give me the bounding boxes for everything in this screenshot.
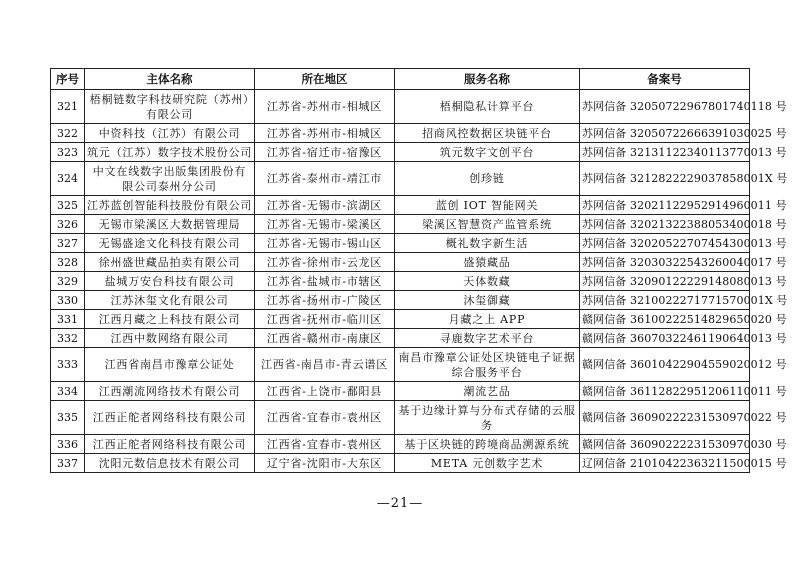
cell-service: 潮流艺品 xyxy=(395,382,580,401)
cell-region: 江苏省-无锡市-梁溪区 xyxy=(255,215,395,234)
cell-subject: 无锡市梁溪区大数据管理局 xyxy=(85,215,255,234)
table-row xyxy=(51,196,750,215)
cell-seq: 323 xyxy=(51,143,85,162)
table-row xyxy=(51,382,750,401)
cell-region: 江苏省-宿迁市-宿豫区 xyxy=(255,143,395,162)
table-row xyxy=(51,329,750,348)
cell-region: 江苏省-泰州市-靖江市 xyxy=(255,162,395,196)
cell-region: 辽宁省-沈阳市-大东区 xyxy=(255,454,395,473)
cell-record: 苏网信备 32021322388053400018 号 xyxy=(580,215,750,234)
table-row xyxy=(51,162,750,196)
cell-subject: 江西潮流网络技术有限公司 xyxy=(85,382,255,401)
cell-service: 概礼数字新生活 xyxy=(395,234,580,253)
table-row xyxy=(51,253,750,272)
registry-table xyxy=(50,68,788,473)
cell-region: 江西省-南昌市-青云谱区 xyxy=(255,348,395,382)
cell-record: 苏网信备 32050722666391030025 号 xyxy=(580,124,750,143)
cell-region: 江西省-上饶市-鄱阳县 xyxy=(255,382,395,401)
cell-region: 江苏省-无锡市-锡山区 xyxy=(255,234,395,253)
cell-seq: 333 xyxy=(51,348,85,382)
cell-service: 沐玺御藏 xyxy=(395,291,580,310)
cell-seq: 334 xyxy=(51,382,85,401)
header-record: 备案号 xyxy=(580,69,750,90)
table-row xyxy=(51,454,750,473)
cell-service: 创珍链 xyxy=(395,162,580,196)
header-subject: 主体名称 xyxy=(85,69,255,90)
table-row xyxy=(51,143,750,162)
cell-seq: 322 xyxy=(51,124,85,143)
table-row xyxy=(51,291,750,310)
cell-service: 基于区块链的跨境商品溯源系统 xyxy=(395,435,580,454)
cell-record: 赣网信备 36090222231530970022 号 xyxy=(580,401,750,435)
cell-subject: 江苏蓝创智能科技股份有限公司 xyxy=(85,196,255,215)
cell-subject: 江西正舵者网络科技有限公司 xyxy=(85,401,255,435)
cell-subject: 江西中数网络有限公司 xyxy=(85,329,255,348)
cell-subject: 梧桐链数字科技研究院（苏州）有限公司 xyxy=(85,90,255,124)
table-row xyxy=(51,435,750,454)
header-seq: 序号 xyxy=(51,69,85,90)
cell-seq: 337 xyxy=(51,454,85,473)
table-row xyxy=(51,234,750,253)
cell-service: META 元创数字艺术 xyxy=(395,454,580,473)
cell-service: 筑元数字文创平台 xyxy=(395,143,580,162)
cell-subject: 盐城万安台科技有限公司 xyxy=(85,272,255,291)
header-region: 所在地区 xyxy=(255,69,395,90)
cell-service: 南昌市豫章公证处区块链电子证据综合服务平台 xyxy=(395,348,580,382)
cell-region: 江苏省-苏州市-相城区 xyxy=(255,90,395,124)
cell-seq: 330 xyxy=(51,291,85,310)
cell-record: 苏网信备 32020522707454300013 号 xyxy=(580,234,750,253)
cell-region: 江苏省-盐城市-市辖区 xyxy=(255,272,395,291)
cell-record: 赣网信备 36090222231530970030 号 xyxy=(580,435,750,454)
cell-seq: 325 xyxy=(51,196,85,215)
cell-region: 江苏省-苏州市-相城区 xyxy=(255,124,395,143)
table-row xyxy=(51,272,750,291)
cell-seq: 331 xyxy=(51,310,85,329)
cell-seq: 332 xyxy=(51,329,85,348)
cell-subject: 中资科技（江苏）有限公司 xyxy=(85,124,255,143)
cell-service: 基于边缘计算与分布式存储的云服务 xyxy=(395,401,580,435)
cell-record: 赣网信备 36010422904559020012 号 xyxy=(580,348,750,382)
cell-seq: 336 xyxy=(51,435,85,454)
cell-region: 江苏省-扬州市-广陵区 xyxy=(255,291,395,310)
cell-record: 辽网信备 21010422363211500015 号 xyxy=(580,454,750,473)
cell-subject: 中文在线数字出版集团股份有限公司泰州分公司 xyxy=(85,162,255,196)
table-row xyxy=(51,348,750,382)
table-header-row xyxy=(51,69,750,90)
cell-record: 赣网信备 36100222514829650020 号 xyxy=(580,310,750,329)
table-row xyxy=(51,401,750,435)
table-row xyxy=(51,310,750,329)
cell-region: 江西省-宜春市-袁州区 xyxy=(255,401,395,435)
cell-region: 江西省-抚州市-临川区 xyxy=(255,310,395,329)
cell-subject: 江西省南昌市豫章公证处 xyxy=(85,348,255,382)
cell-seq: 326 xyxy=(51,215,85,234)
cell-seq: 321 xyxy=(51,90,85,124)
cell-region: 江苏省-无锡市-滨湖区 xyxy=(255,196,395,215)
cell-seq: 327 xyxy=(51,234,85,253)
cell-subject: 江苏沐玺文化有限公司 xyxy=(85,291,255,310)
cell-record: 赣网信备 36070322461190640013 号 xyxy=(580,329,750,348)
cell-subject: 徐州盛世藏品拍卖有限公司 xyxy=(85,253,255,272)
cell-subject: 无锡盛途文化科技有限公司 xyxy=(85,234,255,253)
cell-seq: 329 xyxy=(51,272,85,291)
cell-subject: 沈阳元数信息技术有限公司 xyxy=(85,454,255,473)
cell-region: 江苏省-徐州市-云龙区 xyxy=(255,253,395,272)
cell-service: 招商风控数据区块链平台 xyxy=(395,124,580,143)
cell-record: 赣网信备 36112822951206110011 号 xyxy=(580,382,750,401)
table-row xyxy=(51,124,750,143)
cell-seq: 324 xyxy=(51,162,85,196)
cell-region: 江西省-宜春市-袁州区 xyxy=(255,435,395,454)
cell-record: 苏网信备 32090122229148080013 号 xyxy=(580,272,750,291)
cell-service: 梁溪区智慧资产监管系统 xyxy=(395,215,580,234)
cell-seq: 328 xyxy=(51,253,85,272)
cell-service: 梧桐隐私计算平台 xyxy=(395,90,580,124)
header-service: 服务名称 xyxy=(395,69,580,90)
cell-seq: 335 xyxy=(51,401,85,435)
table-row xyxy=(51,90,750,124)
cell-service: 月藏之上 APP xyxy=(395,310,580,329)
cell-record: 苏网信备 32050722967801740118 号 xyxy=(580,90,750,124)
cell-service: 天体数藏 xyxy=(395,272,580,291)
cell-service: 盛猿藏品 xyxy=(395,253,580,272)
cell-region: 江西省-赣州市-南康区 xyxy=(255,329,395,348)
cell-record: 苏网信备 3212822229037858001X 号 xyxy=(580,162,750,196)
cell-service: 寻鹿数字艺术平台 xyxy=(395,329,580,348)
table-row xyxy=(51,215,750,234)
cell-record: 苏网信备 32131122340113770013 号 xyxy=(580,143,750,162)
cell-subject: 江西正舵者网络科技有限公司 xyxy=(85,435,255,454)
cell-record: 苏网信备 32021122952914960011 号 xyxy=(580,196,750,215)
cell-record: 苏网信备 3210022271771570001X 号 xyxy=(580,291,750,310)
cell-service: 蓝创 IOT 智能网关 xyxy=(395,196,580,215)
cell-subject: 江西月藏之上科技有限公司 xyxy=(85,310,255,329)
cell-record: 苏网信备 32030322543260040017 号 xyxy=(580,253,750,272)
page-number: —21— xyxy=(376,496,424,511)
cell-subject: 筑元（江苏）数字技术股份公司 xyxy=(85,143,255,162)
